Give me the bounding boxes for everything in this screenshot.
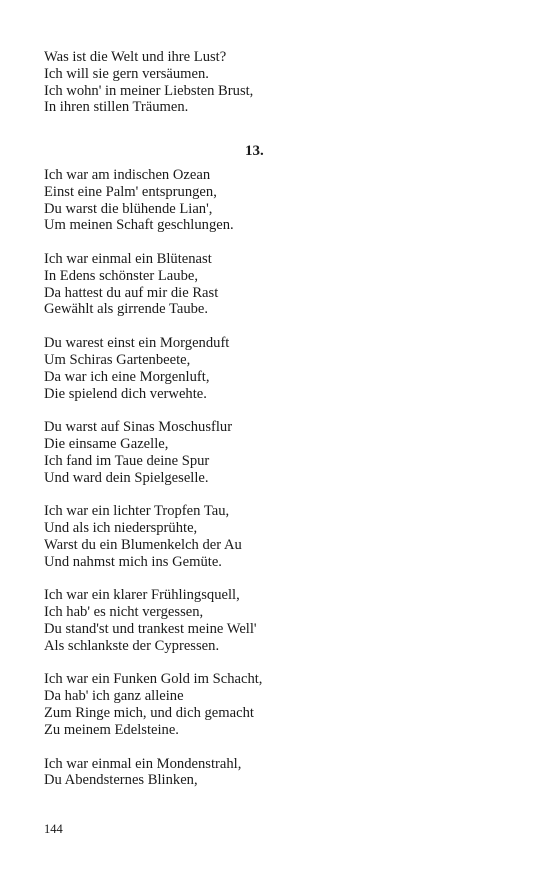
stanza xyxy=(44,671,344,738)
poem-line: Ich war einmal ein Blütenast xyxy=(44,251,212,268)
poem-line: Da hattest du auf mir die Rast xyxy=(44,284,219,301)
stanza xyxy=(44,167,344,234)
stanza xyxy=(44,587,344,654)
poem-line: In Edens schönster Laube, xyxy=(44,267,198,284)
poem-line: Um meinen Schaft geschlungen. xyxy=(44,217,234,234)
stanza xyxy=(44,419,344,486)
poem-line: Die spielend dich verwehte. xyxy=(44,385,207,402)
poem-body xyxy=(44,167,344,789)
poem-line: Ich war ein Funken Gold im Schacht, xyxy=(44,671,263,688)
poem-line: Zum Ringe mich, und dich gemacht xyxy=(44,705,254,722)
poem-line: Warst du ein Blumenkelch der Au xyxy=(44,536,242,553)
poem-line: Als schlankste der Cypressen. xyxy=(44,637,220,654)
poem-line: Was ist die Welt und ihre Lust? xyxy=(44,49,227,65)
poem-line: Ich will sie gern versäumen. xyxy=(44,65,209,82)
poem-line: Ich wohn' in meiner Liebsten Brust, xyxy=(44,82,254,99)
poem-number-heading: 13. xyxy=(245,143,264,159)
stanza xyxy=(44,503,344,570)
poem-line: Du warest einst ein Morgenduft xyxy=(44,335,230,352)
poem-line: Du warst auf Sinas Moschusflur xyxy=(44,419,233,436)
poem-line: Um Schiras Gartenbeete, xyxy=(44,351,191,368)
intro-stanza xyxy=(44,49,304,116)
poem-line: Du stand'st und trankest meine Well' xyxy=(44,620,257,637)
poem-line: Zu meinem Edelsteine. xyxy=(44,721,179,738)
poem-line: Einst eine Palm' entsprungen, xyxy=(44,183,217,200)
page-number: 144 xyxy=(44,822,63,836)
poem-line: Du Abendsternes Blinken, xyxy=(44,772,198,789)
poem-line: Ich war ein lichter Tropfen Tau, xyxy=(44,503,230,520)
poem-line: Ich war ein klarer Frühlingsquell, xyxy=(44,587,240,604)
poem-line: Ich fand im Taue deine Spur xyxy=(44,452,210,469)
poem-line: Du warst die blühende Lian', xyxy=(44,200,213,217)
poem-line: Die einsame Gazelle, xyxy=(44,436,169,453)
poem-line: Ich war einmal ein Mondenstrahl, xyxy=(44,755,242,772)
stanza xyxy=(44,335,344,402)
poem-line: Gewählt als girrende Taube. xyxy=(44,301,209,318)
poem-line: Ich hab' es nicht vergessen, xyxy=(44,604,204,621)
poem-line: Da hab' ich ganz alleine xyxy=(44,688,184,705)
poem-line: Ich war am indischen Ozean xyxy=(44,167,211,183)
stanza xyxy=(44,251,344,318)
poem-line: In ihren stillen Träumen. xyxy=(44,99,189,116)
poem-line: Und nahmst mich ins Gemüte. xyxy=(44,553,222,570)
poem-line: Und ward dein Spielgeselle. xyxy=(44,469,209,486)
stanza xyxy=(44,756,344,790)
poem-line: Und als ich niedersprühte, xyxy=(44,520,198,537)
poem-line: Da war ich eine Morgenluft, xyxy=(44,368,210,385)
